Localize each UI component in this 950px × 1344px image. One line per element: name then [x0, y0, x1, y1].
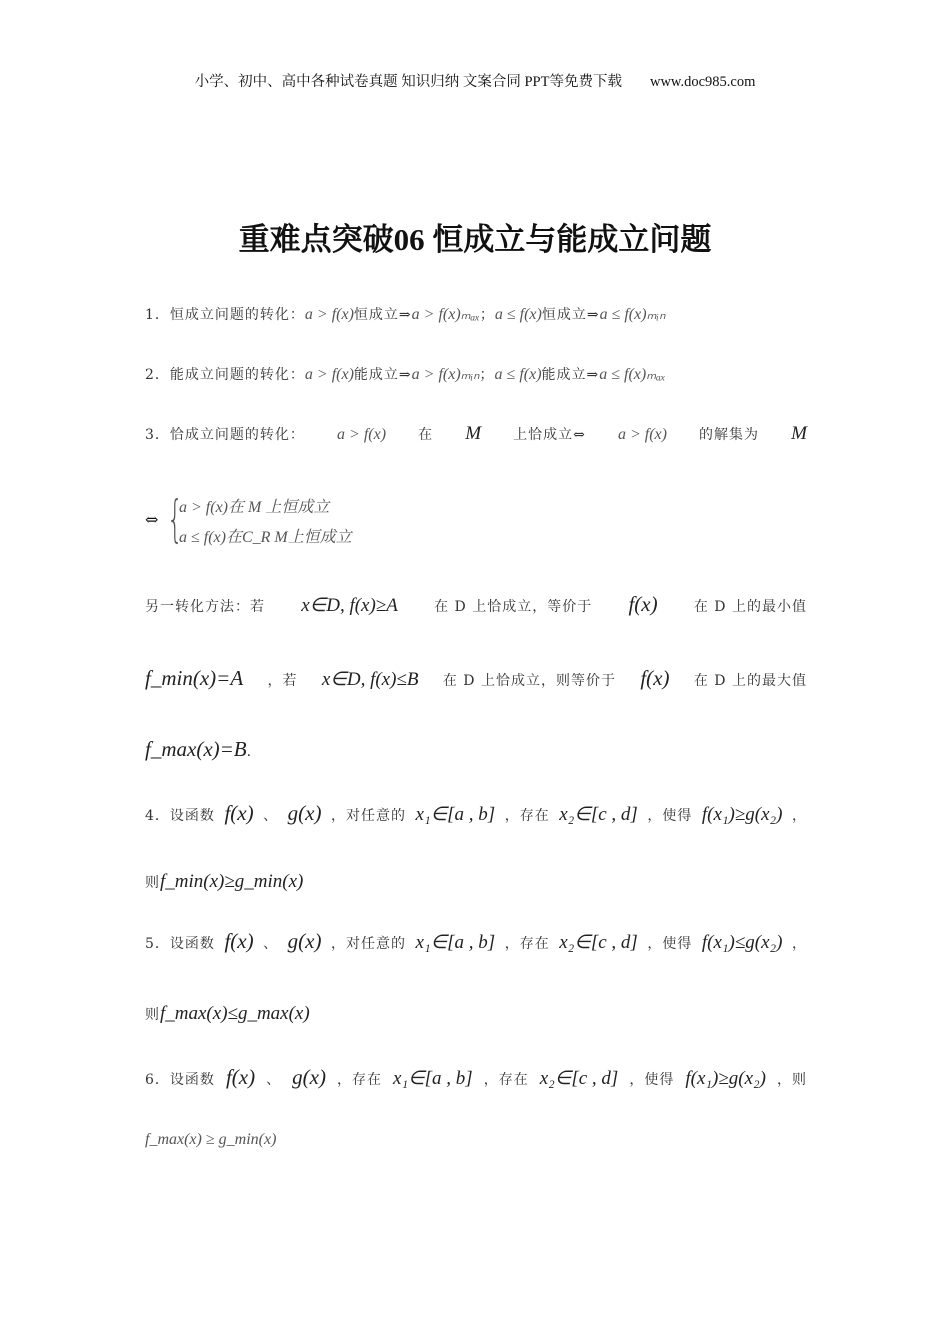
text-run: ， — [792, 936, 807, 952]
paragraph-line — [145, 737, 807, 762]
text-run: 能成立⇒ — [353, 367, 412, 383]
math-expression: a > f(x) — [304, 366, 354, 383]
text-run: 则 — [145, 875, 160, 891]
math-expression: a ≤ f(x) — [494, 366, 542, 383]
header-url[interactable]: www.doc985.com — [649, 74, 756, 90]
math-expression: g(x) — [287, 929, 322, 953]
math-expression: g(x) — [287, 801, 322, 825]
text-run: ，使得 — [647, 808, 693, 824]
text-run: 恒成立⇒ — [541, 307, 600, 323]
system-row-2: a ≤ f(x)在C_R M上恒成立 — [179, 529, 352, 546]
math-expression: a ≤ f(x)ₘᵢₙ — [599, 306, 666, 323]
text-run: ，存在 — [483, 1072, 529, 1088]
paragraph-line — [145, 801, 807, 826]
text-run: . — [246, 744, 253, 760]
math-expression: M — [465, 423, 482, 444]
math-expression: M — [791, 423, 807, 444]
math-expression: a > f(x) — [304, 306, 354, 323]
paragraph-line — [145, 1131, 807, 1149]
text-run: 1．恒成立问题的转化： — [145, 307, 305, 323]
text-run: 上恰成立⇔ — [513, 427, 586, 443]
math-expression: f(x) — [225, 1065, 256, 1089]
math-expression: x∈D, f(x)≥A — [301, 595, 398, 616]
text-run: 、 — [263, 808, 279, 824]
text-run: ，存在 — [504, 936, 550, 952]
math-expression: a > f(x)ₘₐₓ — [411, 306, 480, 323]
paragraph-line — [145, 364, 807, 384]
math-expression: a > f(x)ₘᵢₙ — [411, 366, 480, 383]
text-run: 6．设函数 — [145, 1072, 215, 1088]
text-run: ，若 — [267, 673, 298, 689]
text-run: ； — [479, 367, 495, 383]
text-run: 在 D 上恰成立，等价于 — [434, 599, 593, 615]
math-expression: f(x₁)≥g(x₂) — [685, 1068, 766, 1089]
paragraph-line — [145, 929, 807, 954]
text-run: ； — [479, 307, 495, 323]
text-run: 、 — [263, 936, 279, 952]
page-header — [0, 70, 950, 91]
text-run: 3．恰成立问题的转化： — [145, 427, 305, 443]
header-text: 小学、初中、高中各种试卷真题 知识归纳 文案合同 PPT等免费下载 — [194, 74, 622, 90]
text-run: 在 D 上的最大值 — [693, 673, 807, 689]
math-expression: f(x) — [224, 801, 254, 825]
text-run: 在 — [418, 427, 434, 443]
math-expression: f(x) — [224, 929, 254, 953]
math-expression: f_max(x)=B — [145, 737, 247, 761]
paragraph-line — [145, 423, 807, 445]
math-expression: f_max(x)≤g_max(x) — [160, 1003, 310, 1024]
equivalence-symbol: ⇔ — [145, 510, 159, 529]
text-run: ，使得 — [629, 1072, 675, 1088]
math-expression: x₂∈[c , d] — [559, 932, 638, 953]
text-run: 4．设函数 — [145, 808, 215, 824]
text-run: ，对任意的 — [331, 808, 407, 824]
text-run: ，存在 — [337, 1072, 383, 1088]
paragraph-line — [145, 871, 807, 893]
paragraph-line — [145, 666, 807, 691]
math-expression: a ≤ f(x)ₘₐₓ — [599, 366, 666, 383]
page-title: 重难点突破06 恒成立与能成立问题 — [238, 222, 712, 257]
text-run: 能成立⇒ — [541, 367, 600, 383]
text-run: 则 — [145, 1007, 160, 1023]
text-run: ，使得 — [647, 936, 693, 952]
text-run: ，则 — [777, 1072, 807, 1088]
math-expression: a > f(x) — [617, 426, 667, 443]
text-run: 另一转化方法：若 — [145, 599, 265, 615]
paragraph-line — [145, 592, 807, 617]
math-expression: a > f(x) — [337, 426, 387, 443]
math-expression: g(x) — [292, 1065, 326, 1089]
text-run: 2．能成立问题的转化： — [145, 367, 305, 383]
text-run: ，对任意的 — [331, 936, 407, 952]
system-row-1: a > f(x)在 M 上恒成立 — [179, 499, 330, 516]
math-expression: x₁∈[a , b] — [393, 1068, 473, 1089]
text-run: ， — [792, 808, 807, 824]
math-expression: x₁∈[a , b] — [415, 932, 496, 953]
paragraph-line — [145, 304, 807, 324]
math-expression: f(x) — [628, 592, 658, 616]
text-run: 在 D 上的最小值 — [693, 599, 807, 615]
math-expression: f_max(x) ≥ g_min(x) — [145, 1131, 277, 1148]
math-expression: x₂∈[c , d] — [559, 804, 638, 825]
math-expression: f(x₁)≤g(x₂) — [701, 932, 783, 953]
math-expression: x∈D, f(x)≤B — [321, 669, 419, 690]
paragraph-line — [145, 1065, 807, 1090]
math-expression: f(x₁)≥g(x₂) — [701, 804, 783, 825]
math-expression: f_min(x)≥g_min(x) — [160, 871, 304, 892]
math-expression: x₂∈[c , d] — [539, 1068, 619, 1089]
brace: { — [167, 490, 183, 548]
paragraph-line — [145, 1003, 807, 1025]
text-run: 的解集为 — [699, 427, 760, 443]
math-expression: f(x) — [640, 666, 670, 690]
math-expression: x₁∈[a , b] — [415, 804, 496, 825]
text-run: ，存在 — [504, 808, 550, 824]
text-run: 在 D 上恰成立，则等价于 — [442, 673, 616, 689]
math-expression: a ≤ f(x) — [494, 306, 542, 323]
math-expression: f_min(x)=A — [145, 666, 244, 690]
text-run: 恒成立⇒ — [353, 307, 412, 323]
text-run: 、 — [266, 1072, 282, 1088]
text-run: 5．设函数 — [145, 936, 215, 952]
